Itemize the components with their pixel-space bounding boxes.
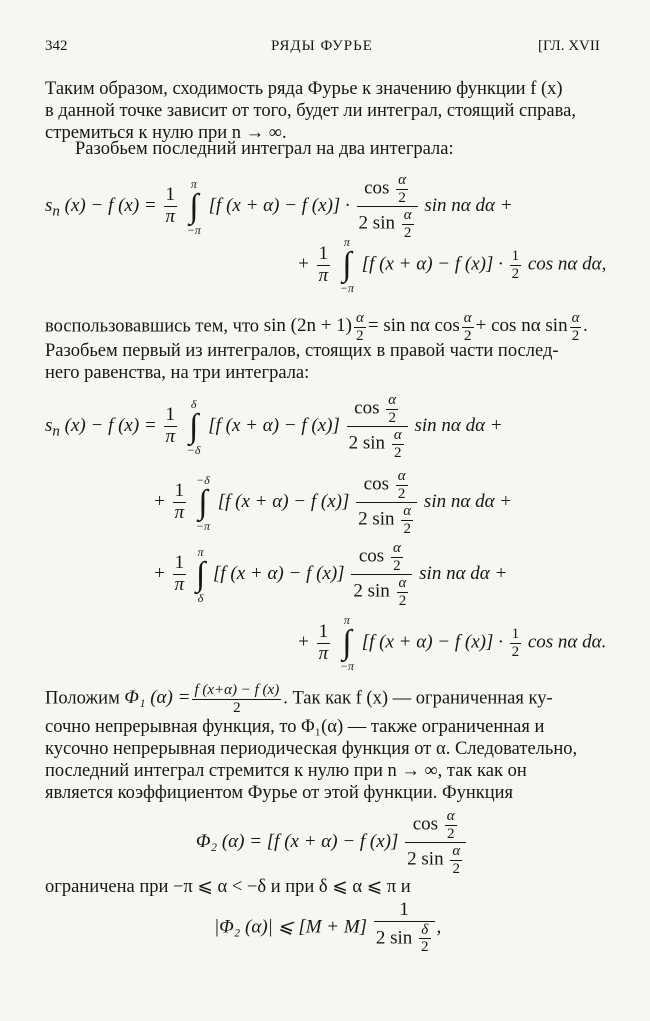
integral-sign: π ∫ δ — [195, 544, 206, 605]
fraction-one-over-pi: $\frac{1}{\pi}$ — [318, 242, 329, 286]
paragraph-convergence — [45, 78, 607, 144]
integral-sign: π ∫ −π — [186, 176, 201, 237]
sn-subscript: n — [52, 203, 60, 220]
text-line: него равенства, на три интеграла: — [45, 363, 310, 383]
equation-phi2: Φ₂ (α) = [f (x + α) − f (x)] cos $\frac{\alpha}{2}$ 2 sin $\frac{\alpha}{2}$ — [196, 808, 468, 877]
integrand-bracket: [f (x + α) − f (x)] — [208, 194, 341, 216]
equation-split-three-line4: + $\frac{1}{\pi}$ π ∫ −π [f (x + α) − f (x)] · $\frac{1}{2}$ cos nα dα. — [297, 613, 607, 673]
integral-sign: δ ∫ −δ — [186, 396, 201, 457]
paragraph-split-two: Разобьем последний интеграл на два интеграла: — [75, 139, 454, 159]
integral-sign: π ∫ −π — [339, 613, 354, 673]
text-line: в данной точке зависит от того, будет ли интеграл, стоящий справа, — [45, 101, 576, 121]
paragraph-split-three — [45, 340, 607, 384]
text-line: является коэффициентом Фурье от этой функции. Функция — [45, 783, 514, 803]
running-title: РЯДЫ ФУРЬЕ — [271, 38, 373, 54]
text-line: Таким образом, сходимость ряда Фурье к значению функции f (x) — [45, 79, 563, 99]
phi1-definition: Φ₁ (α) = $\frac{f (x+\alpha) - f (x)}{2}$ — [124, 682, 280, 716]
fraction-one-half: $\frac{1}{2}$ — [511, 248, 520, 282]
integrand-bracket: [f (x + α) − f (x)] — [361, 253, 494, 275]
integral-sign: −δ ∫ −π — [195, 472, 210, 533]
sin-term: sin nα dα + — [424, 194, 513, 216]
text-line: Положим Φ₁ (α) = $\frac{f (x+\alpha) - f (x)}{2}$ . Так как f (x) — ограниченная ку- — [45, 682, 553, 716]
text-line: сочно непрерывная функция, то Φ₁(α) — также ограниченная и — [45, 717, 545, 737]
trig-identity: sin (2n + 1) $\frac{\alpha}{2}$ = sin nα cos $\frac{\alpha}{2}$ + cos nα sin $\frac{\alpha}{2}$ . — [263, 310, 589, 344]
text-line: кусочно непрерывная периодическая функция от α. Следовательно, — [45, 739, 578, 759]
fraction-cos-over-sin: cos $\frac{\alpha}{2}$ 2 sin $\frac{\alpha}{2}$ — [357, 172, 418, 241]
lhs-text: (x) − f (x) = — [64, 194, 157, 216]
paragraph-phi1 — [45, 682, 607, 804]
paragraph-bounded: ограничена при −π ⩽ α < −δ и при δ ⩽ α ⩽ π и — [45, 877, 411, 897]
cos-term: cos nα dα, — [527, 253, 607, 275]
equation-split-two-line1: $s_n$ (x) − f (x) = $\frac{1}{\pi}$ π ∫ −π [f (x + α) − f (x)] · cos $\frac{\alpha}{2}$ 2 sin $\frac{\alpha}{2}$ sin nα dα + — [45, 172, 513, 241]
text-line: стремиться к нулю при n → ∞. — [45, 123, 287, 143]
text-line: Разобьем первый из интегралов, стоящих в правой части послед- — [45, 341, 559, 361]
equation-split-three-line3: + $\frac{1}{\pi}$ π ∫ δ [f (x + α) − f (x)] cos $\frac{\alpha}{2}$ 2 sin $\frac{\alpha}{2}$ sin nα dα + — [153, 540, 508, 609]
equation-split-three-line2: + $\frac{1}{\pi}$ −δ ∫ −π [f (x + α) − f (x)] cos $\frac{\alpha}{2}$ 2 sin $\frac{\alpha}{2}$ sin nα dα + — [153, 468, 513, 537]
text-line: последний интеграл стремится к нулю при n → ∞, так как он — [45, 761, 527, 781]
paragraph-identity: воспользовавшись тем, что sin (2n + 1) $\frac{\alpha}{2}$ = sin nα cos $\frac{\alpha}{2}$ + cos nα sin $\frac{\alpha}{2}$ . — [45, 310, 589, 344]
integral-sign: π ∫ −π — [339, 235, 354, 295]
equation-bound: |Φ₂ (α)| ⩽ [M + M] 1 2 sin $\frac{\delta}{2}$ , — [214, 899, 442, 956]
chapter-reference: [ГЛ. XVII — [538, 38, 600, 54]
equation-split-three-line1: $s_n$ (x) − f (x) = $\frac{1}{\pi}$ δ ∫ −δ [f (x + α) − f (x)] cos $\frac{\alpha}{2}$ 2 sin $\frac{\alpha}{2}$ sin nα dα + — [45, 392, 503, 461]
fraction-one-over-pi: $\frac{1}{\pi}$ — [165, 184, 176, 227]
fraction-cos-over-sin: cos $\frac{\alpha}{2}$ 2 sin $\frac{\alpha}{2}$ — [347, 392, 408, 461]
page-number: 342 — [45, 38, 68, 54]
equation-split-two-line2: + $\frac{1}{\pi}$ π ∫ −π [f (x + α) − f (x)] · $\frac{1}{2}$ cos nα dα, — [297, 235, 607, 295]
sn-symbol: s — [45, 194, 53, 216]
